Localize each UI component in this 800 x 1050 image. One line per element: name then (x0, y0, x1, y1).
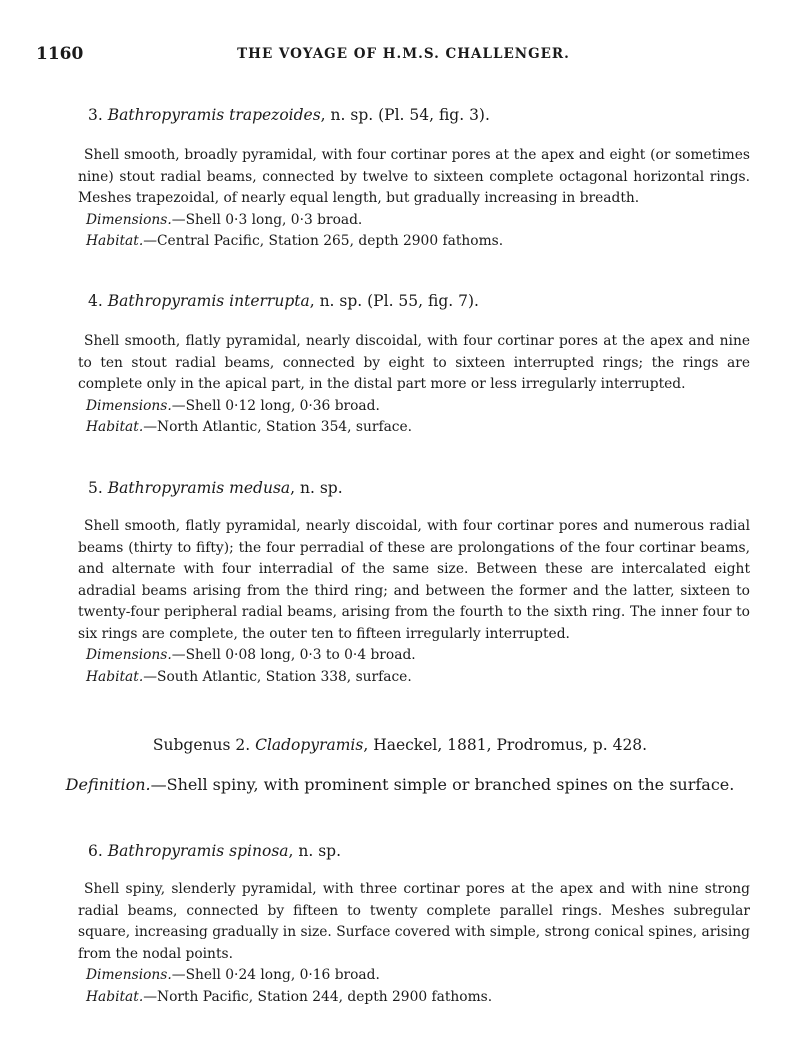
habitat-value: —Central Pacific, Station 265, depth 2900 fathoms. (143, 233, 504, 249)
subgenus-prefix: Subgenus 2. (152, 736, 256, 754)
subgenus-name: Cladopyramis (255, 736, 364, 754)
dimensions-line (78, 396, 750, 418)
species-entry (78, 879, 750, 1008)
species-name: Bathropyramis interrupta (107, 292, 310, 310)
habitat-line (78, 987, 750, 1009)
habitat-label: Habitat. (86, 419, 144, 435)
species-heading (88, 842, 341, 860)
dimensions-label: Dimensions. (86, 647, 172, 663)
species-number: 4. (88, 292, 103, 310)
species-entry (78, 516, 750, 688)
dimensions-line (78, 210, 750, 232)
habitat-line (78, 231, 750, 253)
species-number: 6. (88, 842, 103, 860)
subgenus-heading (0, 736, 800, 754)
dimensions-label: Dimensions. (86, 397, 172, 414)
definition-label: Definition. (65, 775, 151, 794)
dimensions-value: —Shell 0·08 long, 0·3 to 0·4 broad. (171, 647, 416, 663)
dimensions-label: Dimensions. (86, 967, 172, 983)
dimensions-value: —Shell 0·24 long, 0·16 broad. (171, 967, 380, 983)
species-suffix: , n. sp. (288, 842, 342, 860)
definition-text: —Shell spiny, with prominent simple or branched spines on the surface. (150, 775, 735, 794)
page-number: 1160 (36, 44, 84, 64)
habitat-line (78, 667, 750, 689)
habitat-label: Habitat. (86, 233, 144, 249)
species-name: Bathropyramis spinosa (107, 842, 289, 860)
dimensions-value: —Shell 0·3 long, 0·3 broad. (171, 211, 363, 228)
page-header (36, 44, 771, 68)
species-description: Shell smooth, flatly pyramidal, nearly discoidal, with four cortinar pores at the apex and nine to ten stout radial beams, connected by eight to sixteen interrupted rings; the rings are complete only in the apical part, in the distal part more or less irregularly interrupted. (78, 333, 750, 392)
species-description: Shell smooth, flatly pyramidal, nearly discoidal, with four cortinar pores and numerous radial beams (thirty to fifty); the four perradial of these are prolongations of the four cortinar beams, and alternate with four interradial of the same size. Between these are intercalated eight adradial beams arising from the third ring; and between the former and the latter, sixteen to twenty-four peripheral radial beams, arising from the fourth to the sixth ring. The inner four to six rings are complete, the outer ten to fifteen irregularly interrupted. (78, 518, 750, 642)
species-name: Bathropyramis trapezoides (107, 106, 321, 124)
species-suffix: , n. sp. (290, 479, 343, 497)
running-title: THE VOYAGE OF H.M.S. CHALLENGER. (237, 46, 570, 62)
dimensions-line (78, 645, 750, 667)
species-description: Shell smooth, broadly pyramidal, with four cortinar pores at the apex and eight (or sometimes nine) stout radial beams, connected by twelve to sixteen complete octagonal horizontal rings. Meshes trapezoidal, of nearly equal length, but gradually increasing in breadth. (78, 147, 750, 206)
dimensions-value: —Shell 0·12 long, 0·36 broad. (171, 397, 380, 414)
species-heading (88, 479, 343, 497)
habitat-value: —South Atlantic, Station 338, surface. (143, 668, 412, 685)
dimensions-label: Dimensions. (86, 211, 172, 228)
habitat-label: Habitat. (86, 668, 144, 685)
subgenus-definition (0, 775, 800, 794)
species-number: 3. (88, 106, 103, 124)
species-suffix: , n. sp. (Pl. 54, fig. 3). (320, 106, 490, 124)
dimensions-line (78, 965, 750, 987)
species-entry (78, 145, 750, 253)
habitat-value: —North Atlantic, Station 354, surface. (143, 419, 413, 435)
habitat-label: Habitat. (86, 988, 144, 1005)
species-entry (78, 331, 750, 439)
habitat-line (78, 417, 750, 439)
species-number: 5. (88, 479, 103, 497)
species-description: Shell spiny, slenderly pyramidal, with three cortinar pores at the apex and with nine strong radial beams, connected by fifteen to twenty complete parallel rings. Meshes subregular square, increasing gradually in size. Surface covered with simple, strong conical spines, arising from the nodal points. (78, 881, 750, 962)
species-suffix: , n. sp. (Pl. 55, fig. 7). (309, 292, 479, 310)
subgenus-suffix: , Haeckel, 1881, Prodromus, p. 428. (363, 736, 648, 754)
species-heading (88, 292, 479, 310)
habitat-value: —North Pacific, Station 244, depth 2900 fathoms. (143, 988, 493, 1005)
species-name: Bathropyramis medusa (107, 479, 291, 497)
species-heading (88, 106, 490, 124)
